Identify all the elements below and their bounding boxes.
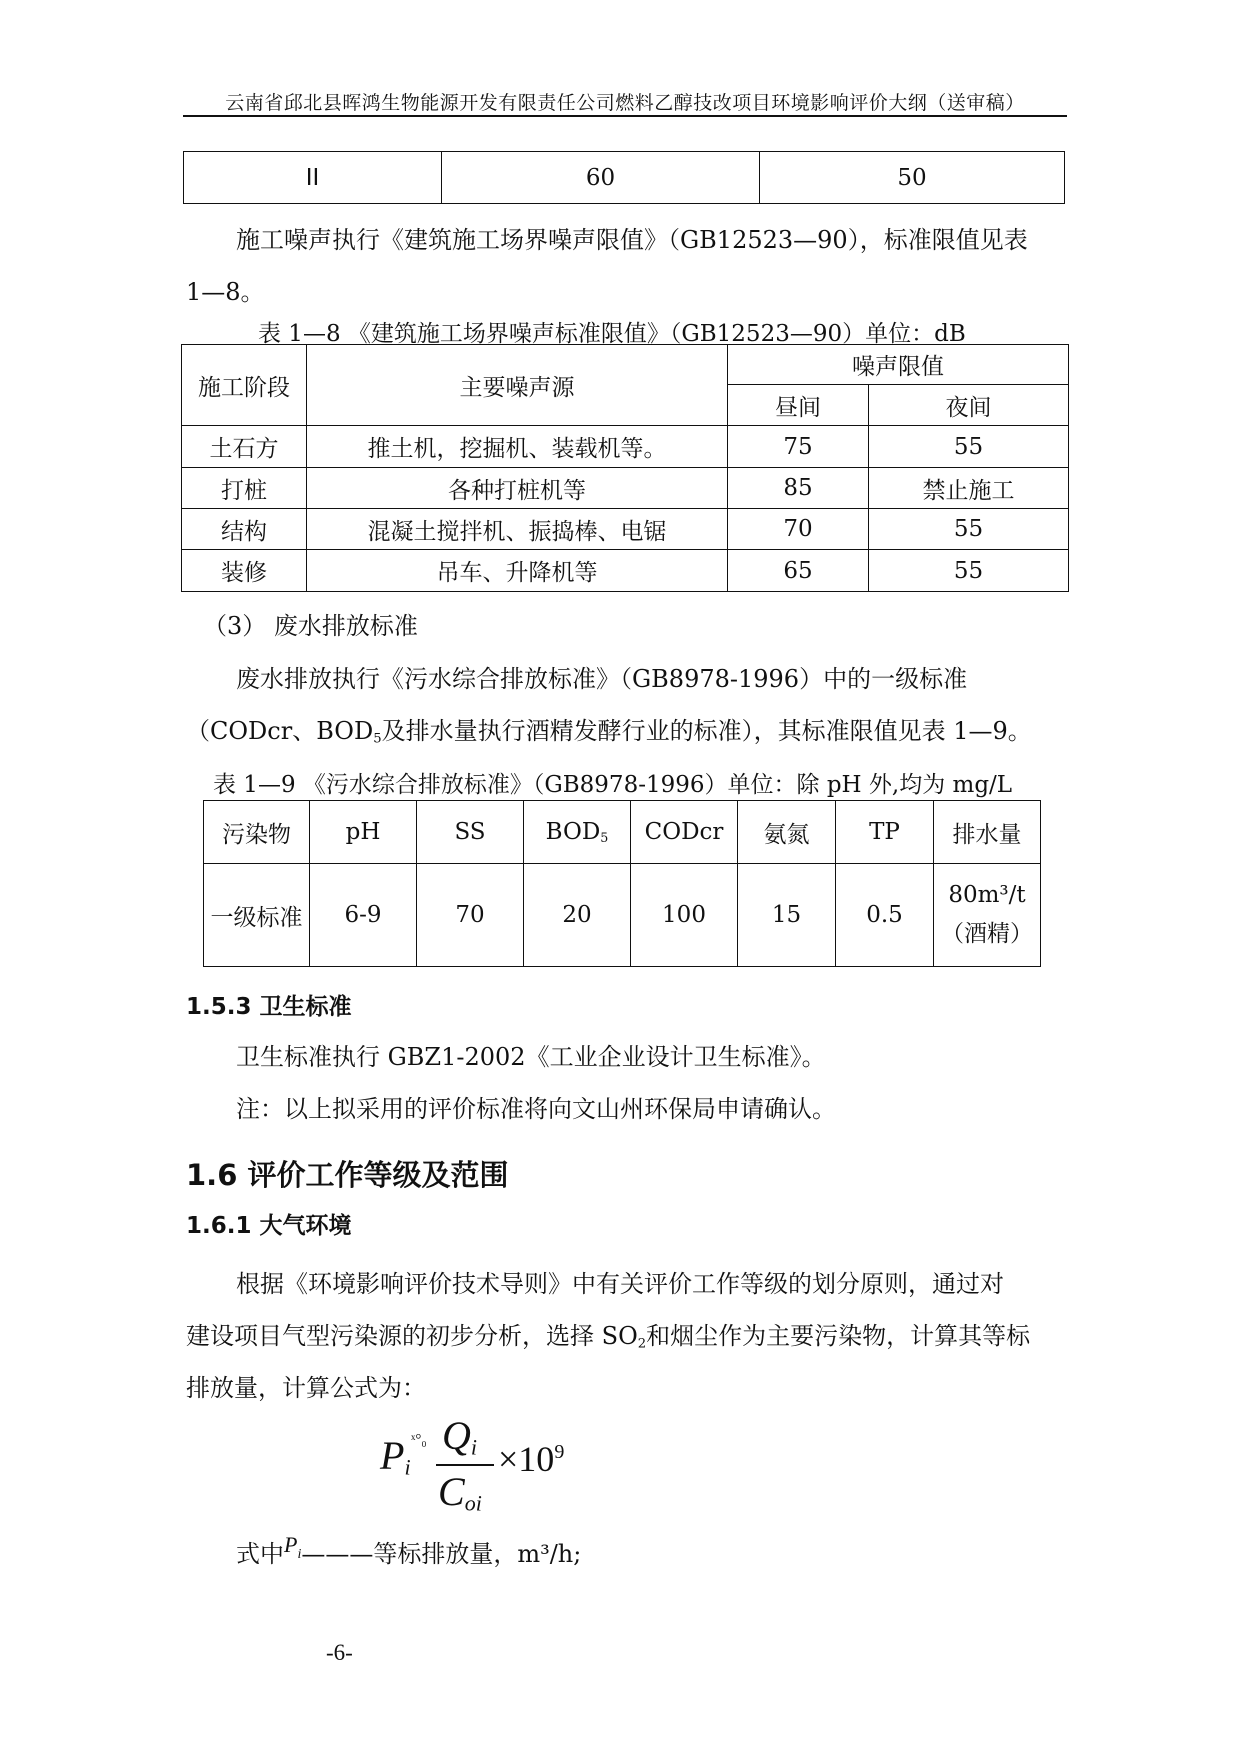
section-3-heading: （3） 废水排放标准 [203, 612, 418, 640]
heading-1-5-3: 1.5.3 卫生标准 [186, 994, 352, 1020]
cell-source: 吊车、升降机等 [307, 550, 728, 592]
header-pollutant: 污染物 [204, 801, 310, 864]
formula-p: $P_i$ [380, 1433, 411, 1480]
cell-ph: 6-9 [310, 864, 417, 967]
header-stage: 施工阶段 [182, 345, 307, 426]
cell-grade: 一级标准 [204, 864, 310, 967]
heading-1-6: 1.6 评价工作等级及范围 [186, 1158, 509, 1192]
formula [380, 1413, 580, 1516]
cell-day: 75 [728, 426, 869, 468]
table-row [182, 426, 1069, 468]
cell-day: 65 [728, 550, 869, 592]
table-1-8 [181, 344, 1069, 592]
cell-ammonia: 15 [738, 864, 836, 967]
cell-stage: 结构 [182, 509, 307, 550]
cell-day: 85 [728, 468, 869, 509]
cell-ss: 70 [417, 864, 524, 967]
cell-drainage: 80m³/t （酒精） [934, 864, 1041, 967]
paragraph-noise-cont: 1—8。 [186, 278, 265, 306]
header-bod5: $BOD_5$ [524, 801, 631, 864]
fraction-bar [436, 1464, 494, 1466]
page-number: -6- [326, 1640, 353, 1665]
table-cell: 60 [442, 152, 760, 204]
paragraph-health: 卫生标准执行 GBZ1-2002《工业企业设计卫生标准》。 [236, 1043, 826, 1071]
cell-stage: 装修 [182, 550, 307, 592]
header-codcr: CODcr [631, 801, 738, 864]
cell-source: 推土机，挖掘机、装载机等。 [307, 426, 728, 468]
cell-day: 70 [728, 509, 869, 550]
formula-multiplier: $\times 10^9$ [498, 1439, 565, 1479]
table-row [204, 864, 1041, 967]
header-tp: TP [836, 801, 934, 864]
paragraph-air-cont: 建设项目气型污染源的初步分析，选择 $SO_2$和烟尘作为主要污染物，计算其等标 [186, 1322, 1031, 1352]
table-1-9 [203, 800, 1041, 967]
formula-glyph: ˣ°₀ [411, 1432, 427, 1448]
cell-bod5: 20 [524, 864, 631, 967]
paragraph-note: 注：以上拟采用的评价标准将向文山州环保局申请确认。 [236, 1095, 836, 1123]
heading-1-6-1: 1.6.1 大气环境 [186, 1213, 352, 1239]
table-continued [183, 151, 1065, 204]
cell-codcr: 100 [631, 864, 738, 967]
cell-night: 55 [869, 426, 1069, 468]
header-rule [183, 115, 1067, 117]
cell-night: 禁止施工 [869, 468, 1069, 509]
cell-source: 各种打桩机等 [307, 468, 728, 509]
table-row [182, 550, 1069, 592]
formula-denominator: $C_{oi}$ [438, 1469, 482, 1516]
table-cell: II [184, 152, 442, 204]
table-row [182, 468, 1069, 509]
table-1-8-caption: 表 1—8 《建筑施工场界噪声标准限值》（GB12523—90）单位：dB [258, 321, 966, 347]
cell-stage: 打桩 [182, 468, 307, 509]
header-source: 主要噪声源 [307, 345, 728, 426]
header-ammonia: 氨氮 [738, 801, 836, 864]
paragraph-where: 式中$P_i———$等标排放量，m³/h; [236, 1532, 582, 1568]
paragraph-wastewater-cont: （CODcr、$BOD_5$及排水量执行酒精发酵行业的标准），其标准限值见表 1—9。 [186, 717, 1032, 747]
header-day: 昼间 [728, 385, 869, 426]
cell-tp: 0.5 [836, 864, 934, 967]
table-row [182, 509, 1069, 550]
cell-source: 混凝土搅拌机、振捣棒、电锯 [307, 509, 728, 550]
formula-numerator: $Q_i$ [442, 1413, 478, 1460]
paragraph-noise: 施工噪声执行《建筑施工场界噪声限值》（GB12523—90），标准限值见表 [236, 226, 1028, 254]
paragraph-air: 根据《环境影响评价技术导则》中有关评价工作等级的划分原则，通过对 [236, 1270, 1004, 1298]
header-night: 夜间 [869, 385, 1069, 426]
table-cell: 50 [760, 152, 1065, 204]
paragraph-wastewater: 废水排放执行《污水综合排放标准》（GB8978-1996）中的一级标准 [236, 665, 968, 693]
header-ss: SS [417, 801, 524, 864]
cell-night: 55 [869, 550, 1069, 592]
cell-stage: 土石方 [182, 426, 307, 468]
table-1-9-caption: 表 1—9 《污水综合排放标准》（GB8978-1996）单位：除 pH 外,均为 mg/L [213, 772, 1013, 798]
header-drainage: 排水量 [934, 801, 1041, 864]
paragraph-air-cont2: 排放量，计算公式为： [186, 1374, 426, 1402]
page-header: 云南省邱北县晖鸿生物能源开发有限责任公司燃料乙醇技改项目环境影响评价大纲（送审稿） [225, 92, 1025, 114]
header-ph: pH [310, 801, 417, 864]
header-limit: 噪声限值 [728, 345, 1069, 385]
cell-night: 55 [869, 509, 1069, 550]
